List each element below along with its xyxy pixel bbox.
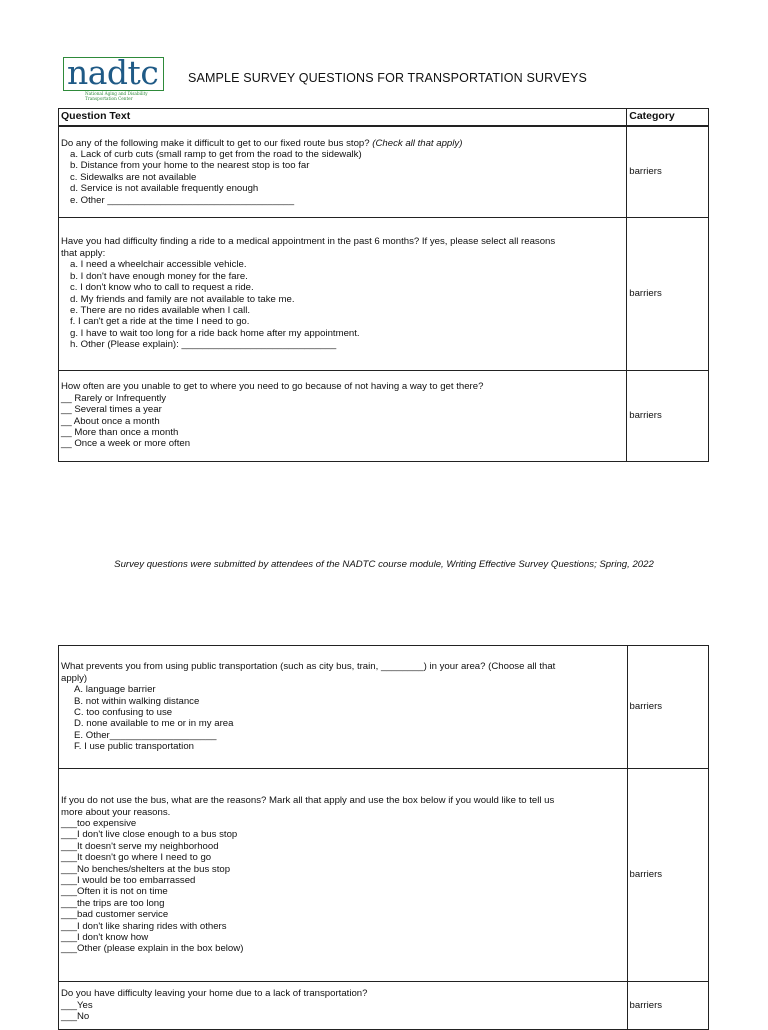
option-item: E. Other____________________ <box>74 729 217 741</box>
option-item: c. Sidewalks are not available <box>70 171 197 183</box>
option-item: __ Several times a year <box>61 404 162 416</box>
option-item: b. I don't have enough money for the fare. <box>70 270 248 282</box>
survey-table-1 <box>58 108 709 462</box>
option-item: ___the trips are too long <box>61 897 165 909</box>
option-item: ___Often it is not on time <box>61 886 168 898</box>
category-cell: barriers <box>627 982 708 1030</box>
option-item: __ About once a month <box>61 415 160 427</box>
question-cell <box>59 769 628 982</box>
category-cell: barriers <box>627 646 708 769</box>
question-text: How often are you unable to get to where you need to go because of not having a way to get there? <box>61 381 484 393</box>
question-text-continued: that apply: <box>61 247 106 259</box>
column-header-question: Question Text <box>59 109 627 127</box>
option-item: g. I have to wait too long for a ride back home after my appointment. <box>70 327 360 339</box>
option-item: ___It doesn't go where I need to go <box>61 852 212 864</box>
option-item: A. language barrier <box>74 684 156 696</box>
table-row <box>59 982 709 1030</box>
source-note: Survey questions were submitted by attendees of the NADTC course module, Writing Effective Survey Questions; Spring, 2022 <box>114 559 654 570</box>
option-item: ___too expensive <box>61 817 137 829</box>
option-item: a. I need a wheelchair accessible vehicle. <box>70 259 247 271</box>
question-cell <box>59 217 627 370</box>
category-cell: barriers <box>627 217 709 370</box>
option-item: __ More than once a month <box>61 426 179 438</box>
nadtc-logo <box>63 53 167 103</box>
option-item: __ Once a week or more often <box>61 438 191 450</box>
question-text-continued: more about your reasons. <box>61 806 171 818</box>
question-text: Do you have difficulty leaving your home due to a lack of transportation? <box>61 988 368 1000</box>
option-item: d. Service is not available frequently enough <box>70 183 259 195</box>
table-row <box>59 217 709 370</box>
option-item: ___It doesn't serve my neighborhood <box>61 840 219 852</box>
option-item: e. Other ___________________________________ <box>70 194 295 206</box>
logo-subtitle: National Aging and Disability Transportation Center <box>85 91 148 101</box>
question-text-continued: apply) <box>61 672 88 684</box>
column-header-category: Category <box>627 109 709 127</box>
question-instruction: (Check all that apply) <box>372 137 463 149</box>
question-cell <box>59 126 627 217</box>
option-item: C. too confusing to use <box>74 707 173 718</box>
option-item: d. My friends and family are not available to take me. <box>70 293 295 305</box>
category-cell: barriers <box>627 126 709 217</box>
option-item: f. I can't get a ride at the time I need to go. <box>70 316 250 328</box>
option-item: __ Rarely or Infrequently <box>61 392 167 404</box>
logo-wordmark: nadtc <box>67 53 159 92</box>
option-item: ___No benches/shelters at the bus stop <box>61 863 231 875</box>
option-item: a. Lack of curb cuts (small ramp to get from the road to the sidewalk) <box>70 148 362 160</box>
question-text: Have you had difficulty finding a ride to a medical appointment in the past 6 months? If yes, please select all reasons <box>61 236 556 248</box>
option-item: ___bad customer service <box>61 909 169 921</box>
option-item: ___I don't like sharing rides with others <box>61 920 227 932</box>
option-item: b. Distance from your home to the nearest stop is too far <box>70 160 310 172</box>
question-cell <box>59 370 627 461</box>
option-item: ___Yes <box>61 999 93 1011</box>
table-row <box>59 769 709 982</box>
option-item: D. none available to me or in my area <box>74 718 234 730</box>
table-row <box>59 646 709 769</box>
option-item: ___Other (please explain in the box below) <box>61 943 244 955</box>
table-row <box>59 370 709 461</box>
question-text: Do any of the following make it difficult to get to our fixed route bus stop? <box>61 137 370 149</box>
option-item: ___I don't know how <box>61 932 149 944</box>
table-header-row <box>59 109 709 127</box>
option-item: ___I would be too embarrassed <box>61 875 196 886</box>
survey-table-2 <box>58 645 709 1030</box>
option-item: h. Other (Please explain): _____________________________ <box>70 339 337 351</box>
option-item: e. There are no rides available when I call. <box>70 304 251 316</box>
question-cell <box>59 646 628 769</box>
option-item: B. not within walking distance <box>74 695 200 707</box>
option-item: c. I don't know who to call to request a ride. <box>70 282 254 294</box>
table-row <box>59 126 709 217</box>
category-cell: barriers <box>627 370 709 461</box>
question-cell <box>59 982 628 1030</box>
option-item: ___No <box>61 1011 90 1023</box>
question-text: What prevents you from using public transportation (such as city bus, train, ________) in your area? (Choose all that <box>61 661 556 673</box>
option-item: ___I don't live close enough to a bus stop <box>61 829 238 841</box>
page-title: SAMPLE SURVEY QUESTIONS FOR TRANSPORTATION SURVEYS <box>188 71 588 85</box>
question-text: If you do not use the bus, what are the reasons? Mark all that apply and use the box below if you would like to tell us <box>61 795 555 807</box>
option-item: F. I use public transportation <box>74 741 194 753</box>
category-cell: barriers <box>627 769 708 982</box>
